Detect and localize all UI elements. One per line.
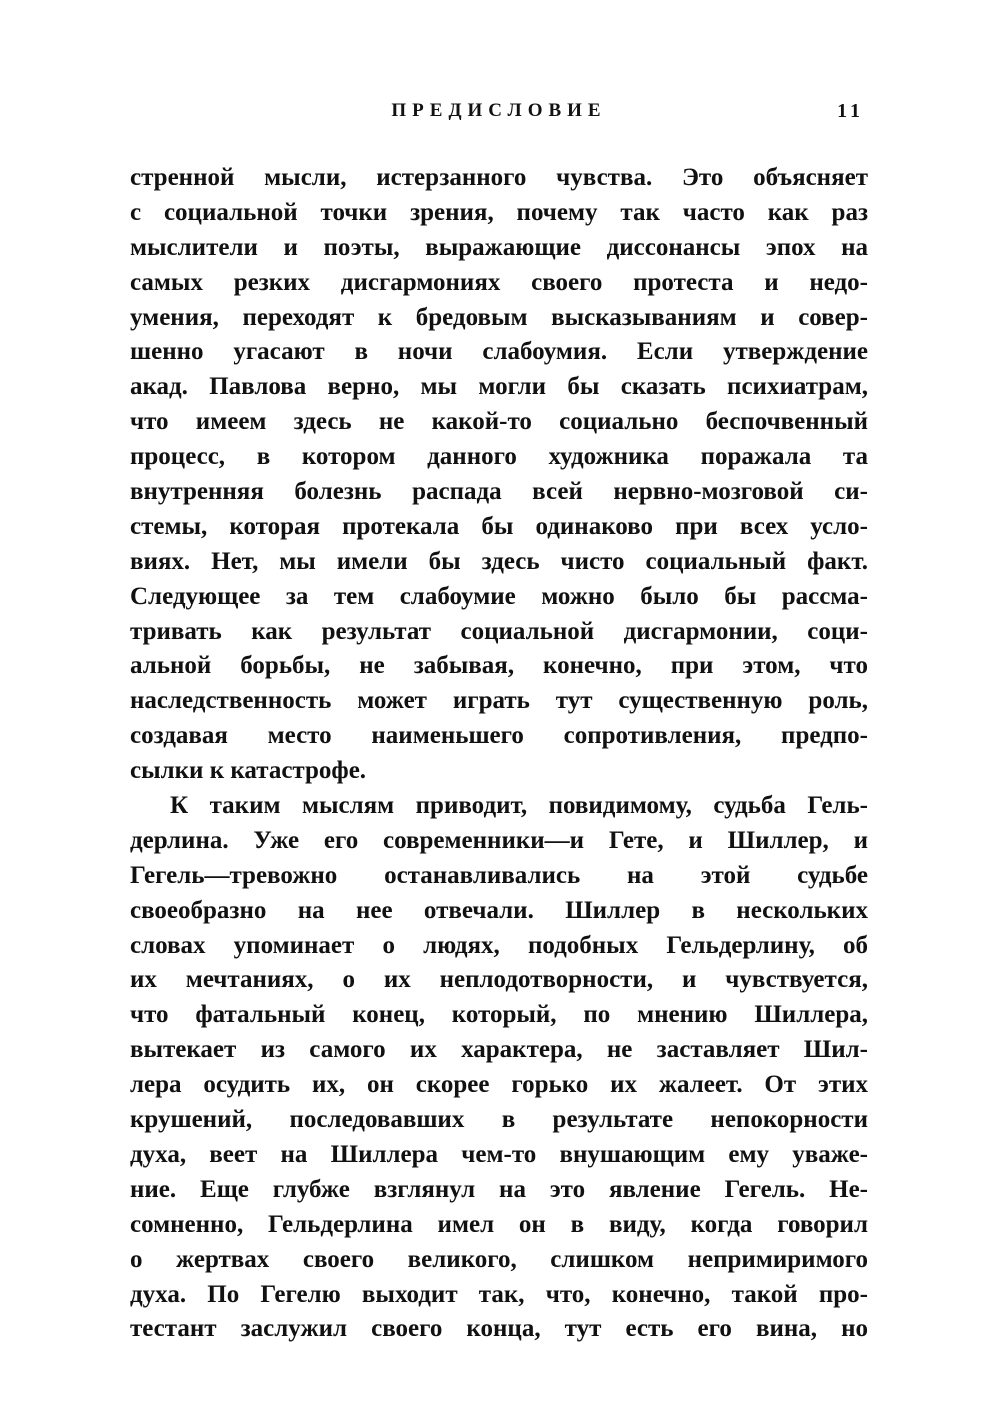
text-line: о жертвах своего великого, слишком непримиримого	[130, 1245, 868, 1273]
text-line: внутренняя болезнь распада всей нервно-мозговой си-	[130, 478, 868, 506]
text-line: мыслители и поэты, выражающие диссонансы эпох на	[130, 233, 868, 261]
text-line: лера осудить их, он скорее горько их жалеет. От этих	[130, 1071, 868, 1099]
text-line: что фатальный конец, который, по мнению Шиллера,	[130, 1001, 868, 1029]
text-line: акад. Павлова верно, мы могли бы сказать психиатрам,	[130, 373, 868, 401]
text-line: сылки к катастрофе.	[130, 757, 367, 785]
paragraph	[130, 161, 868, 789]
page-header	[130, 100, 868, 130]
text-line: К таким мыслям приводит, повидимому, судьба Гель-	[170, 792, 868, 820]
text-line: духа. По Гегелю выходит так, что, конечно, такой про-	[130, 1280, 868, 1308]
text-line: стемы, которая протекала бы одинаково при всех усло-	[130, 512, 868, 540]
text-line: Гегель—тревожно останавливались на этой судьбе	[130, 861, 868, 889]
text-line: виях. Нет, мы имели бы здесь чисто социальный факт.	[130, 547, 868, 575]
text-line: ние. Еще глубже взглянул на это явление Гегель. Не-	[130, 1175, 868, 1203]
page-number: 11	[837, 100, 864, 122]
text-line: стренной мысли, истерзанного чувства. Это объясняет	[130, 164, 868, 191]
text-line: умения, переходят к бредовым высказываниям и совер-	[130, 303, 868, 331]
text-line: духа, веет на Шиллера чем-то внушающим ему уваже-	[130, 1140, 868, 1168]
text-line: что имеем здесь не какой-то социально беспочвенный	[130, 408, 868, 436]
text-line: создавая место наименьшего сопротивления, предпо-	[130, 722, 868, 750]
text-line: вытекает из самого их характера, не заставляет Шил-	[130, 1036, 868, 1064]
text-line: крушений, последовавших в результате непокорности	[130, 1106, 868, 1134]
text-line: тестант заслужил своего конца, тут есть его вина, но	[130, 1315, 868, 1343]
text-line: шенно угасают в ночи слабоумия. Если утверждение	[130, 338, 868, 366]
body-text	[130, 161, 868, 1347]
text-line: дерлина. Уже его современники—и Гете, и Шиллер, и	[130, 826, 868, 854]
text-line: с социальной точки зрения, почему так часто как раз	[130, 198, 868, 226]
text-line: их мечтаниях, о их неплодотворности, и чувствуется,	[130, 966, 868, 994]
text-line: словах упоминает о людях, подобных Гельдерлину, об	[130, 931, 868, 959]
paragraph	[130, 789, 868, 1347]
text-line: Следующее за тем слабоумие можно было бы рассма-	[130, 582, 868, 610]
text-line: своеобразно на нее отвечали. Шиллер в нескольких	[130, 896, 868, 924]
text-line: сомненно, Гельдерлина имел он в виду, когда говорил	[130, 1210, 868, 1238]
text-line: наследственность может играть тут существенную роль,	[130, 687, 868, 715]
text-line: тривать как результат социальной дисгармонии, соци-	[130, 617, 868, 645]
text-line: самых резких дисгармониях своего протеста и недо-	[130, 268, 868, 296]
text-line: процесс, в котором данного художника поражала та	[130, 443, 868, 471]
text-line: альной борьбы, не забывая, конечно, при этом, что	[130, 652, 868, 680]
running-title: ПРЕДИСЛОВИЕ	[391, 100, 607, 121]
